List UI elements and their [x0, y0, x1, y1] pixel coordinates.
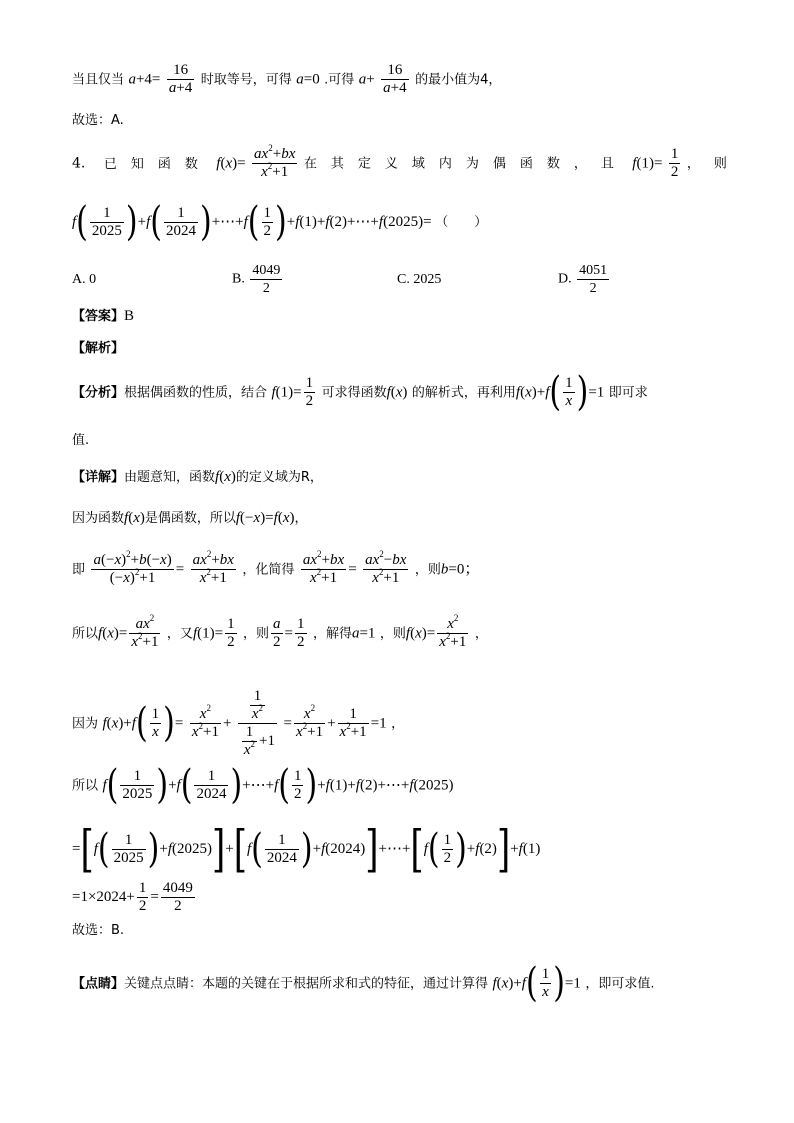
answer-value: B	[124, 308, 135, 324]
text: .可得	[324, 72, 355, 88]
numerator: 4049	[252, 263, 281, 278]
analysis-summary-end: 值.	[72, 433, 90, 448]
text: ，则	[379, 626, 406, 642]
text: 由题意知，函数	[124, 470, 216, 485]
text: 即	[72, 562, 86, 578]
answer-blank: （ ）	[435, 214, 488, 230]
answer-tag: 【答案】	[72, 309, 125, 324]
text: 当且仅当	[72, 72, 125, 88]
detail-line-5: 因为 f(x)+f( $\frac{1}{x}$ )= $\frac{x^2}{x^2+1}$ + $\frac{1}{x^2}$ $\frac{1}{x^2}$ +1 = $\frac{x^2}{x^2+1}$ + $\frac{1}{x^2+1}$ =1 ，	[72, 688, 405, 758]
text: 的解析式，再利用	[411, 385, 516, 401]
answer-line	[72, 307, 134, 326]
text: ，又	[166, 626, 193, 642]
fraction: $\frac{16}{a+4}$	[383, 62, 407, 96]
text: 根据偶函数的性质，结合	[124, 385, 268, 401]
text: 的最小值为4，	[415, 72, 502, 88]
text: 即可求	[608, 385, 648, 401]
analysis-summary: 【分析】根据偶函数的性质，结合 f(1)= $\frac{1}{2}$ 可求得函数f(x) 的解析式，再利用f(x)+f( $\frac{1}{x}$ )=1 即可求	[72, 368, 648, 416]
text: ，解得	[312, 626, 352, 642]
text: 关键点点睛：本题的关键在于根据所求和式的特征，通过计算得	[124, 976, 489, 992]
text: 的定义域为R，	[235, 470, 323, 485]
option-label: D.	[558, 271, 572, 287]
text: 是偶函数，所以	[144, 511, 236, 526]
text: 时取等号，可得	[200, 72, 292, 88]
text: 已知函数	[103, 156, 212, 172]
text: ，则	[686, 156, 741, 172]
text: 因为	[72, 716, 99, 732]
fraction: $\frac{ax^2+bx}{x^2+1}$	[254, 143, 296, 180]
text: ，	[391, 716, 405, 732]
text: 所以	[72, 778, 99, 794]
question-number: 4.	[72, 155, 86, 172]
choose-b: 故选：B.	[72, 923, 125, 938]
complex-fraction: $\frac{1}{x^2}$ $\frac{1}{x^2}$ +1	[238, 688, 277, 759]
fraction: $\frac{16}{a+4}$	[168, 62, 193, 96]
choose-a: 故选：A.	[72, 113, 124, 128]
option-b	[232, 262, 284, 297]
option-c: C. 2025	[397, 272, 442, 287]
detail-line-7: =[f( $\frac{1}{2025}$ )+f(2025)]+[f( $\frac{1}{2024}$ )+f(2024)]+⋯+[f( $\frac{1}{2}$ )+f(2)]+f(1)	[72, 820, 541, 879]
analysis-tag: 【解析】	[72, 341, 125, 356]
line-min-value: 当且仅当 a+4= $\frac{16}{a+4}$ 时取等号，可得 a=0 .可得 a+ $\frac{16}{a+4}$ 的最小值为4，	[72, 62, 502, 96]
detail-line-3: 即 $\frac{a(-x)^2+b(-x)}{(-x)^2+1}$ = $\frac{ax^2+bx}{x^2+1}$ ，化简得 $\frac{ax^2+bx}{x^2+1}$ = $\frac{ax^2-bx}{x^2+1}$ ，则b=0；	[72, 549, 480, 586]
numerator: 4051	[579, 263, 608, 278]
text: ，	[474, 626, 488, 642]
question-4-sum: f( $\frac{1}{2025}$ )+f( $\frac{1}{2024}$ )+⋯+f( $\frac{1}{2}$ )+f(1)+f(2)+⋯+f(2025)= （ ）	[72, 198, 488, 246]
text: ，	[294, 511, 308, 526]
key-point: 【点睛】关键点点睛：本题的关键在于根据所求和式的特征，通过计算得 f(x)+f( $\frac{1}{x}$ )=1 ，即可求值.	[72, 959, 655, 1007]
option-label: B.	[232, 271, 245, 287]
fraction: $\frac{1}{2}$	[670, 146, 679, 180]
detail-line-8: =1×2024+ $\frac{1}{2}$ = $\frac{4049}{2}$	[72, 880, 193, 914]
text: ，则	[243, 626, 270, 642]
option-a: A. 0	[72, 272, 97, 287]
text: ，则	[414, 562, 441, 578]
denominator: 2	[262, 281, 270, 296]
option-d	[558, 262, 611, 297]
text: 在其定义域内为偶函数，且	[303, 156, 628, 172]
key-point-tag: 【点睛】	[72, 976, 125, 992]
denominator: 2	[589, 281, 597, 296]
analysis-tag: 【分析】	[72, 385, 125, 401]
text: ，化简得	[242, 562, 295, 578]
detail-line-4: 所以f(x)= $\frac{ax^2}{x^2+1}$ ，又f(1)= $\frac{1}{2}$ ，则 $\frac{a}{2}$ = $\frac{1}{2}$ ，解得a=1 ，则f(x)= $\frac{x^2}{x^2+1}$ ，	[72, 613, 488, 650]
text: 所以	[72, 626, 99, 642]
fraction	[250, 262, 282, 297]
text: ，即可求值.	[585, 976, 655, 992]
detail-line-2: 因为函数f(x)是偶函数，所以f(−x)=f(x)，	[72, 510, 308, 526]
question-4-stem: 4. 已知函数 f(x)= $\frac{ax^2+bx}{x^2+1}$ 在其定义域内为偶函数，且 f(1)= $\frac{1}{2}$ ，则	[72, 143, 741, 180]
detail-line-6: 所以 f( $\frac{1}{2025}$ )+f( $\frac{1}{2024}$ )+⋯+f( $\frac{1}{2}$ )+f(1)+f(2)+⋯+f(2025)	[72, 761, 454, 809]
detail-tag: 【详解】	[72, 470, 125, 485]
detail-line-1: 【详解】由题意知，函数f(x)的定义域为R，	[72, 469, 323, 485]
text: 因为函数	[72, 511, 125, 526]
text: 可求得函数	[321, 385, 387, 401]
fraction	[577, 262, 609, 297]
